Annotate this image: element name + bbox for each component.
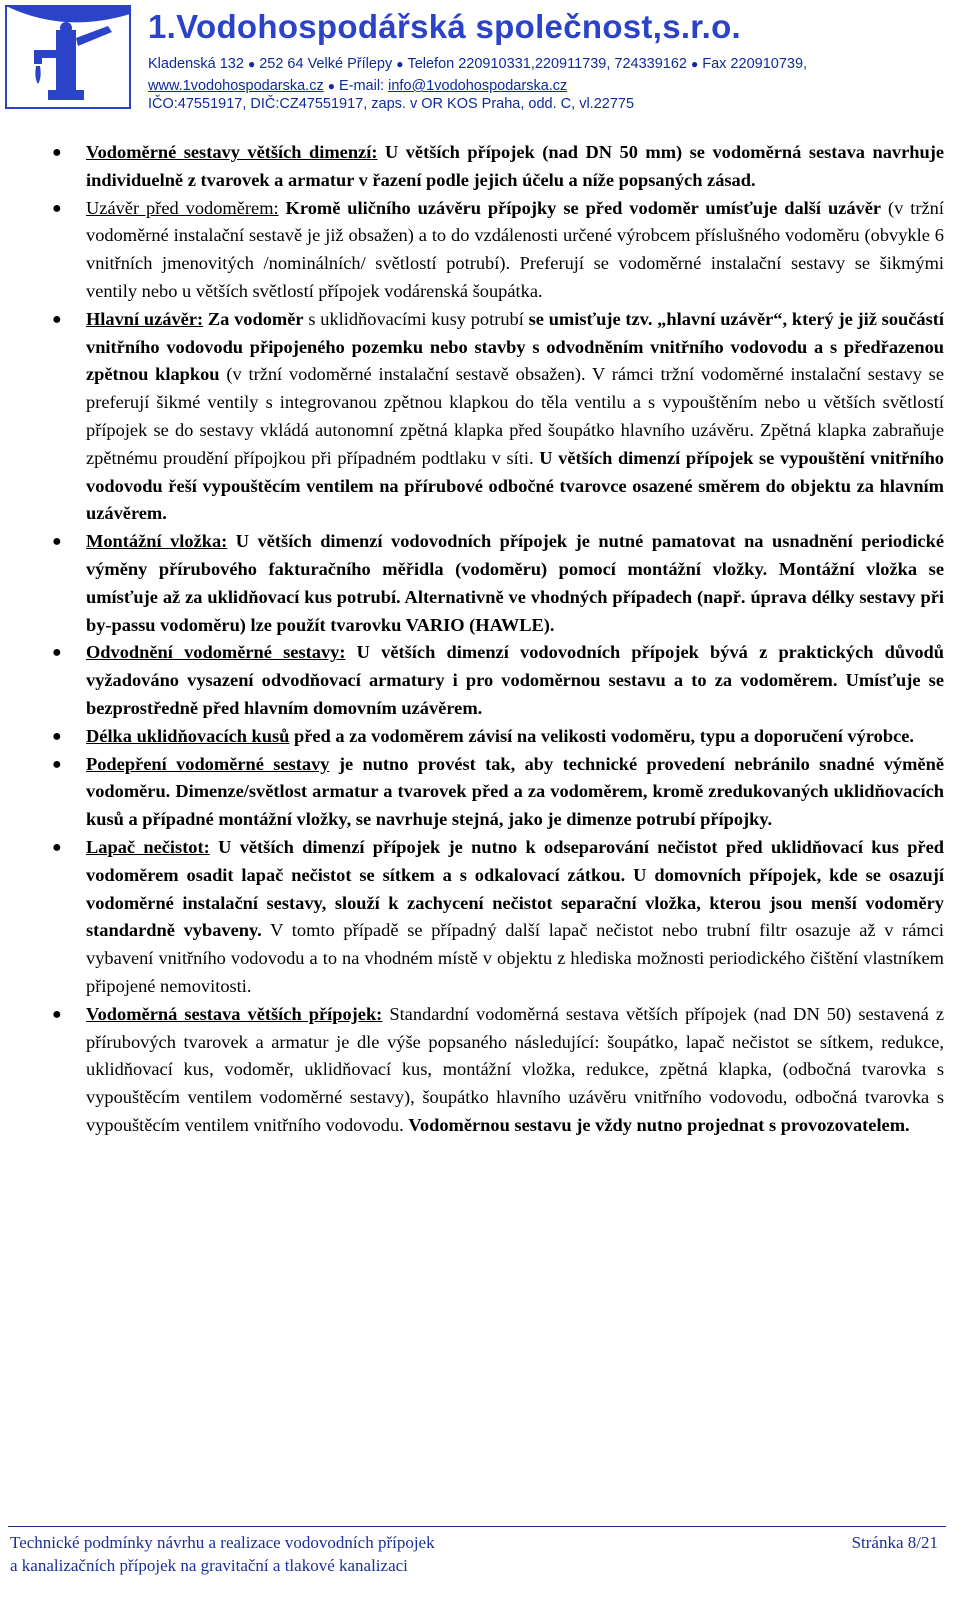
email-label: E-mail: (338, 78, 385, 94)
water-pump-logo-icon (4, 4, 132, 110)
footer-title-line1: Technické podmínky návrhu a realizace vodovodních přípojek (10, 1533, 435, 1552)
website-link[interactable]: www.1vodohospodarska.cz (148, 78, 324, 94)
document-body (52, 139, 944, 1140)
footer-divider (8, 1526, 946, 1527)
registration-ids: IČO:47551917, DIČ:CZ47551917, zaps. v OR KOS Praha, odd. C, vl.22775 (148, 96, 635, 112)
address: Kladenská 132 (148, 56, 244, 72)
list-item: ● Podepření vodoměrné sestavy je nutno provést tak, aby technické provedení nebránilo snadné výměně vodoměru. Dimenze/světlost armatur a tvarovek před a za vodoměrem, kromě zredukovaných uklidňovacích kusů a případné montážní vložky, se navrhuje stejná, jako je dimenze potrubí přípojky. (52, 753, 944, 830)
email-link[interactable]: info@1vodohospodarska.cz (388, 78, 568, 94)
list-item: ● Lapač nečistot: U větších dimenzí přípojek je nutno k odseparování nečistot před uklidňovací kus před vodoměrem osadit lapač nečistot se sítkem a s odkalovací zátkou. U domovních přípojek, kde se osazují vodoměrné instalační sestavy, slouží k zachycení nečistot separační vložka, kterou jsou menší vodoměry standardně vybaveny. V tomto případě se případný další lapač nečistot nebo trubní filtr osazuje až v rámci vybavení vnitřního vodovodu a to na vhodném místě v objektu z hlediska možnosti periodického čištění vlastníkem připojené nemovitosti. (52, 836, 944, 996)
list-item: ● Vodoměrná sestava větších přípojek: Standardní vodoměrná sestava větších přípojek (nad DN 50) sestavená z přírubových tvarovek a armatur je dle výše popsaného následující: šoupátko, lapač nečistot se sítkem, redukce, uklidňovací kus, vodoměr, uklidňovací kus, montážní vložka, redukce, zpětná klapka, (odbočná tvarovka s vypouštěcím ventilem vodoměrné sestavy), šoupátko hlavního uzávěru vnitřního vodovodu, odbočná tvarovka s vypouštěcím ventilem vnitřního vodovodu. Vodoměrnou sestavu je vždy nutno projednat s provozovatelem. (52, 1003, 944, 1135)
footer-title-line2: a kanalizačních přípojek na gravitační a tlakové kanalizaci (10, 1556, 408, 1575)
page-footer (10, 1531, 938, 1577)
fax: Fax 220910739, (702, 56, 808, 72)
letterhead (0, 0, 960, 118)
list-item: ● Hlavní uzávěr: Za vodoměr s uklidňovacími kusy potrubí se umisťuje tzv. „hlavní uzávěr“, který je již součástí vnitřního vodovodu připojeného pozemku nebo stavby s odvodněním vnitřního vodovodu a s předřazenou zpětnou klapkou (v tržní vodoměrné instalační sestavě obsažen). V rámci tržní vodoměrné instalační sestavy se preferují šikmé ventily s integrovanou zpětnou klapkou do těla ventilu a s vypouštěním nebo u větších světlostí přípojek se do sestavy vkládá autonomní zpětná klapka před šoupátko hlavního uzávěru. Zpětná klapka zabraňuje zpětnému proudění přípojkou při případném podtlaku v síti. U větších dimenzí přípojek se vypouštění vnitřního vodovodu řeší vypouštěcím ventilem na přírubové odbočné tvarovce osazené směrem do objektu za hlavním uzávěrem. (52, 308, 944, 524)
list-item: ● Odvodnění vodoměrné sestavy: U větších dimenzí vodovodních přípojek bývá z praktických důvodů vyžadováno vysazení odvodňovací armatury i pro vodoměrnou sestavu a to za vodoměrem. Umísťuje se bezprostředně před hlavním domovním uzávěrem. (52, 642, 944, 718)
web-line: www.1vodohospodarska.cz ● E-mail: info@1vodohospodarska.cz (148, 78, 568, 94)
list-item: ● Délka uklidňovacích kusů před a za vodoměrem závisí na velikosti vodoměru, typu a doporučení výrobce. (52, 725, 914, 746)
phone: Telefon 220910331,220911739, 724339162 (407, 56, 687, 72)
list-item: ● Uzávěr před vodoměrem: Kromě uličního uzávěru přípojky se před vodoměr umísťuje další uzávěr (v tržní vodoměrné instalační sestavě je již obsažen) a to do vzdálenosti určené výrobcem příslušného vodoměru (obvykle 6 vnitřních jmenovitých /nominálních/ světlostí potrubí). Preferují se vodoměrné instalační sestavy se šikmými ventily nebo u větších světlostí přípojek vodárenská šoupátka. (52, 197, 944, 301)
company-name: 1.Vodohospodářská společnost,s.r.o. (148, 8, 742, 45)
contact-line: Kladenská 132 ● 252 64 Velké Přílepy ● Telefon 220910331,220911739, 724339162 ● Fax 220910739, (148, 56, 808, 72)
list-item: ● Montážní vložka: U větších dimenzí vodovodních přípojek je nutné pamatovat na usnadnění periodické výměny přírubového fakturačního měřidla (vodoměru) pomocí montážní vložky. Montážní vložka se umísťuje až za uklidňovací kus potrubí. Alternativně ve vhodných případech (např. úprava délky sestavy při by-passu vodoměru) lze použít tvarovku VARIO (HAWLE). (52, 531, 944, 635)
list-item: ● Vodoměrné sestavy větších dimenzí: U větších přípojek (nad DN 50 mm) se vodoměrná sestava navrhuje individuelně z tvarovek a armatur v řazení podle jejich účelu a níže popsaných zásad. (52, 142, 945, 190)
city: 252 64 Velké Přílepy (259, 56, 393, 72)
page-number: Stránka 8/21 (851, 1533, 938, 1552)
bullet-list (52, 139, 944, 1140)
